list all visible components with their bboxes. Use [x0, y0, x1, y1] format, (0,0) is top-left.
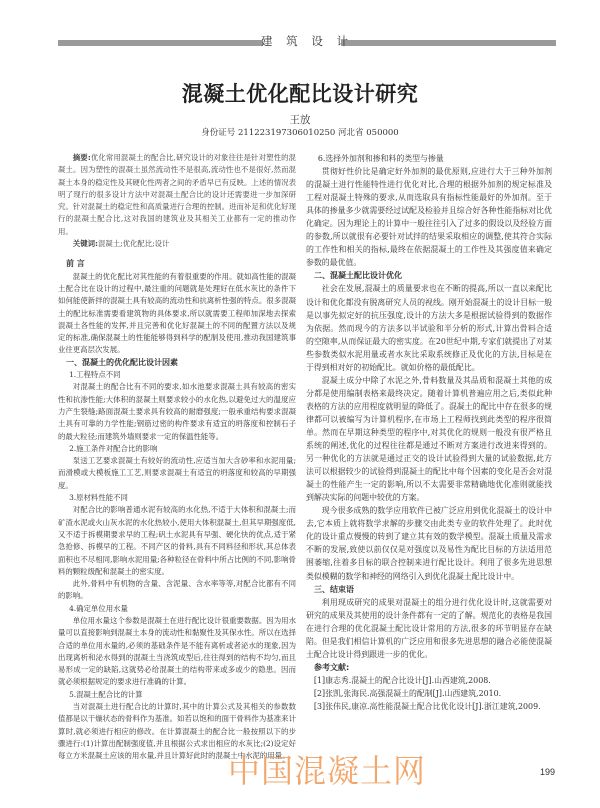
- reference-item: [1]康志秀.混凝土的配合比设计[J].山西建筑,2008.: [313, 675, 491, 685]
- abstract-text: 优化常用混凝土的配合比,研究设计的对象往往是针对塑性的混凝土。因为塑性的混凝土虽然流动性不是很高,流动性也不是很好,然而混凝土本身的稳定性及其硬化性两者之间的矛盾早已有反映。上述的情况表明了现行的很多设计方法中对混凝土配合比的设计还需要进一步加深研究。针对混凝土的稳定性和高质量进行合理的控制。进而补足和优化好现行的混凝土配合比,这对我国的建筑业及其相关工业都有一定的推动作用。: [58, 153, 296, 236]
- preface-heading: 前 言: [66, 259, 85, 269]
- page-number: 199: [540, 767, 556, 777]
- subsection-1-2-heading: 2.施工条件对配合比的影响: [69, 443, 158, 453]
- section-2-text-3: 现今很多成熟的数学应用软件已被广泛应用到优化混凝土的设计中去,它本质上就将数学求解的步骤交由此类专业的软件处理了。此时优化的设计重点慢慢的转到了建立其有效的数学模型。混凝土质量及需求不断的发展,致使以前仅仅是对强度以及易性为配比目标的方法适用范围萎缩,往着多目标的联合控制来进行配比设计。利用了很多先进思想类似模糊的数学和神经的网络引入到优化混凝土配比设计中。: [306, 506, 552, 581]
- references-heading: 参考文献:: [314, 662, 350, 672]
- keywords-label: 关键词:: [72, 239, 98, 249]
- subsection-1-1-text: 对混凝土的配合比有不同的要求,如水池要求混凝土具有较高的密实性和抗渗性能;大体积的混凝土则要求较小的水化热,以避免过大的温度应力产生裂缝;路面混凝土要求具有较高的耐磨强度;一般承重结构要求混凝土具有可靠的力学性能;钢筋过密的构件要求有适宜的坍落度和控制石子的最大粒径;而建筑外墙则要求一定的保温性能等。: [58, 382, 296, 441]
- subsection-1-2-text: 泵送工艺要求混凝土有较好的流动性,应适当加大含砂率和水泥用量;而滑模或大模板施工工艺,则要求混凝土有适宜的坍落度和较高的早期强度。: [58, 456, 296, 490]
- article-title: 混凝土优化配比设计研究: [181, 82, 419, 106]
- section-3-text: 利用现成研究的成果对混凝土的组分进行优化设计时,这就需要对研究的成果及其使用的设计条件都有一定的了解。规范化的表格是我国在进行合理的优化混凝土配比设计常用的方法,很多的环节明显存在缺陷。但是我们相信计算机的广泛应用和很多先进思想的融合必能使混凝土配合比设计得到跟进一步的优化。: [306, 597, 552, 659]
- section-2-text-1: 社会在发展,混凝土的质量要求也在不断的提高,所以一直以来配比设计和优化都没有脱离研究人员的视线。刚开始混凝土的设计目标一般是以事先拟定好的抗压强度,设计的方法大多是根据试验得到的数据作为依据。然而现今的方法多以半试验和半分析的形式,计算出骨料合适的空隙率,从而保证最大的密实度。在20世纪中期,专家们就提出了对某些参数类似水泥用量或者水灰比采取系统修正及优化的方法,目标是在于得到相对好的初始配比。就如价格的最低配比。: [306, 284, 552, 372]
- section-tag: 建 筑 设 计: [261, 34, 353, 48]
- subsection-1-4-text: 单位用水量这个参数是混凝土在进行配比设计很重要数据。因为用水量可以直接影响到混凝土本身的流动性和黏聚性及其保水性。所以在选择合适的单位用水量的,必须的基础条件是不能有离析或者泌水的现象,因为出现离析和泌水得到的混凝土当浇筑成型后,往往得到的结构不均匀,而且易形成一定的缺陷,这就势必给混凝土的结构带来或多或少的隐患。因而就必须根据规定的要求进行准确的计算。: [58, 615, 296, 687]
- section-2-heading: 二、混凝土配比设计优化: [314, 271, 402, 281]
- reference-item: [3]张伟民,康凉.高性能混凝土配合比优化设计[J].浙江建筑,2009.: [313, 701, 541, 711]
- author-name: 王放: [289, 114, 311, 126]
- reference-item: [2]张凯,张海民.高强混凝土的配制[J].山西建筑,2010.: [313, 688, 502, 698]
- abstract: [58, 152, 296, 238]
- subsection-1-4-heading: 4.确定单位用水量: [69, 603, 128, 613]
- section-2-text-2: 混凝土成分中除了水泥之外,骨料数量及其品质和混凝土其他的成分都是使用编制表格来最终决定。随着计算机普遍应用之后,类似此种表格的方法的应用程度就明显的降低了。混凝土的配比中存在很多的规律都可以被编写为计算机程序,在市场上工程师找到此类型的程序很简单。然而在早期这种类型的程序中,对其优化的规则一般没有很严格且系统的阐述,优化的过程往往都是通过不断对方案进行改进来得到的。另一种优化的方法就是通过正交的设计试验得到大量的试验数据,此方法可以根据较少的试验得到混凝土的配比中每个因素的变化是否会对混凝土的性能产生一定的影响,所以不太需要非常精确地优化准则就能找到解决实际的问题中较优的方案。: [306, 375, 552, 503]
- subsection-1-6-text: 贯彻好性价比是确定好外加剂的最优原则,应进行大于三种外加剂的混凝土进行性能特性进行优化对比,合理的根据外加剂的规定标准及工程对混凝土特殊的要求,从而选取具有指标性能最好的外加剂。至于具体的掺量多少就需要经过试配及检验并且综合好各种性能指标对比优化确定。因为理论上的计算中一般往往引入了过多的假设以及经验方面的参数,所以就很有必要针对试拌的结果采取相应的调整,使其符合实际的工作性和相关的指标,最终在依据混凝土的工作性及其强度值来确定参数的最优值。: [306, 167, 552, 268]
- subsection-1-3-heading: 3.原材料性能不同: [69, 493, 128, 503]
- watermark-logo: 中国混凝土网: [228, 752, 427, 790]
- keywords: [58, 238, 296, 250]
- section-1-heading: 一、混凝土的优化配比设计因素: [66, 357, 178, 367]
- abstract-label: 摘要:: [72, 153, 91, 162]
- subsection-1-5-heading: 5.混凝土配合比的计算: [69, 689, 143, 699]
- preface-text: 混凝土的优化配比对其性能的有着很重要的作用。就如高性能的混凝土配合比在设计的过程中,最注重的问题就是处理好在低水灰比的条件下如何能使新拌的混凝土具有较高的流动性和抗离析性强的特点。很多混凝土的配比标准需要看建筑物的具体要求,所以就需要工程师加深地去探索混凝土各性能的发挥,并且完善和优化好混凝土的不同的配置方法以及规定的标准,确保混凝土的性能能够得到科学的配制及使用,推动我国建筑事业往更高层次发展。: [58, 271, 296, 355]
- subsection-1-3-text-2: 此外,骨料中有机物的含量、含泥量、含水率等等,对配合比都有不同的影响。: [58, 579, 296, 601]
- subsection-1-3-text: 对配合比的影响普通水泥有较高的水化热,不适于大体积和混凝土;而矿渣水泥或火山灰水泥的水化热较小,使用大体积混凝土,但其早期强度低,又不适于拆模期要求早的工程;矾土水泥具有早强、硬化快的优点,适于紧急抢修、拆模早的工程。不同产区的骨料,具有不同料径和形状,其总体表面积也不尽相同,影响水泥用量;各种粒径在骨料中所占比例的不同,影响骨料的颗粒级配和混凝土的密实度。: [58, 505, 296, 576]
- keywords-text: 混凝土;优化配比;设计: [97, 239, 170, 249]
- section-header-bar: [58, 34, 556, 48]
- right-column: [306, 152, 552, 713]
- author-id-line: 身份证号 211223197306010250 河北省 050000: [201, 128, 399, 138]
- subsection-1-5-text: 当对混凝土进行配合比的计算时,其中的计算公式及其相关的参数数值都是以干燥状态的骨料作为基准。如若以饱和的面干骨料作为基准来计算时,就必须进行相应的修改。在计算混凝土的配合比一般按照以下的步骤进行:(1)计算出配制强度值,并且根据公式求出相应的水灰比;(2)设定好每立方米混凝土应该的用水量,并且计算好此时的混凝土中水泥的用量。: [58, 702, 296, 761]
- left-column: [58, 152, 296, 763]
- subsection-1-6-heading: 6.选择外加剂和掺和料的类型与掺量: [317, 154, 444, 163]
- section-3-heading: 三、结束语: [314, 584, 354, 594]
- subsection-1-1-heading: 1.工程特点不同: [69, 370, 121, 380]
